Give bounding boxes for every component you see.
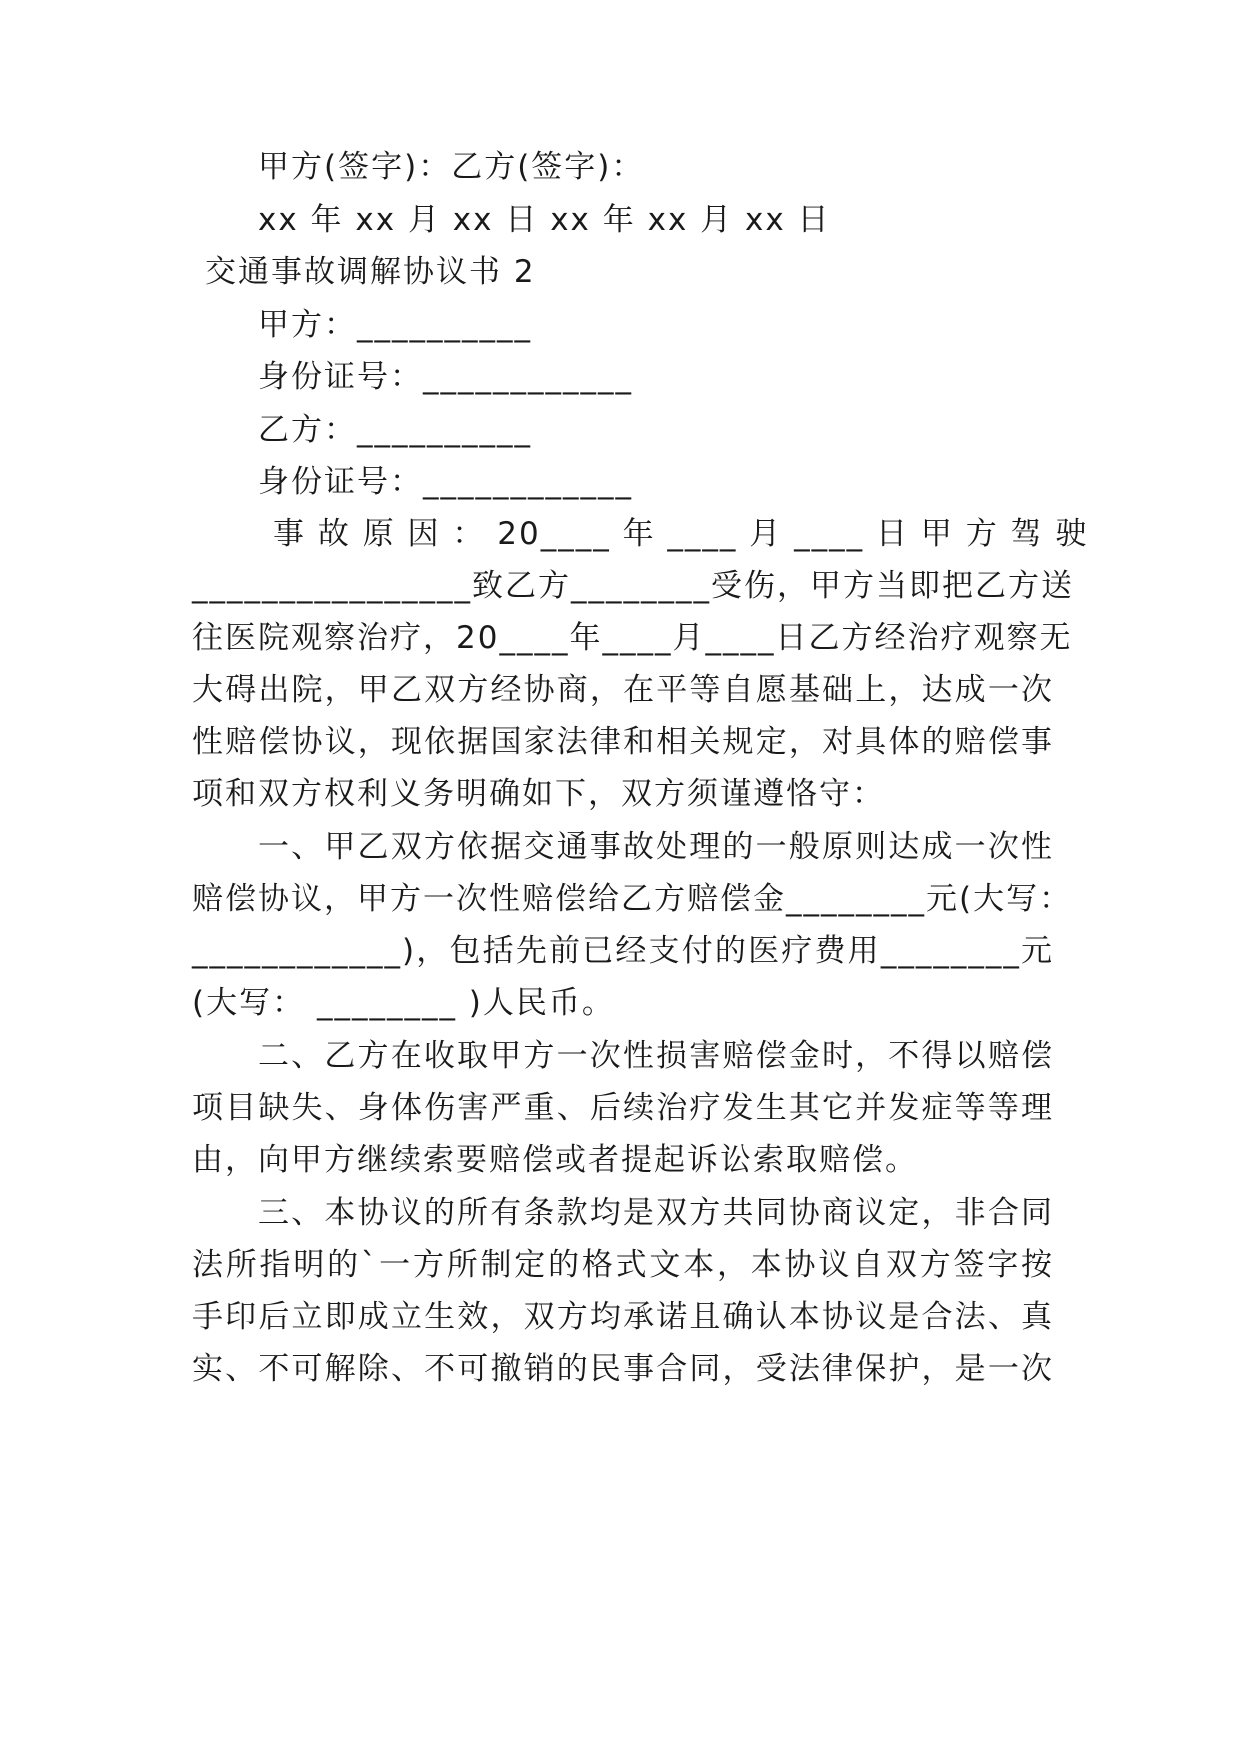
clause-2-line: 二、乙方在收取甲方一次性损害赔偿金时，不得以赔偿 — [258, 1038, 1054, 1074]
party-a-id-field: 身份证号：____________ — [258, 359, 633, 395]
clause-1-line: ____________)，包括先前已经支付的医疗费用________元 — [192, 933, 1054, 969]
signature-line: 甲方(签字)：乙方(签字)： — [258, 149, 645, 185]
clause-3-line: 三、本协议的所有条款均是双方共同协商议定，非合同 — [258, 1195, 1054, 1231]
party-b-field: 乙方：__________ — [258, 412, 532, 448]
cause-paragraph-line: 事 故 原 因 ： 20____ 年 ____ 月 ____ 日 甲 方 驾 驶 — [273, 516, 1089, 552]
cause-paragraph-line: 性赔偿协议，现依据国家法律和相关规定，对具体的赔偿事 — [192, 724, 1054, 760]
clause-1-line: 一、甲乙双方依据交通事故处理的一般原则达成一次性 — [258, 829, 1054, 865]
cause-paragraph-line: 项和双方权利义务明确如下，双方须谨遵恪守： — [192, 776, 885, 812]
cause-paragraph-line: 往医院观察治疗，20____年____月____日乙方经治疗观察无 — [192, 620, 1073, 656]
document-title: 交通事故调解协议书 2 — [205, 254, 536, 290]
clause-2-line: 项目缺失、身体伤害严重、后续治疗发生其它并发症等等理 — [192, 1090, 1054, 1126]
signature-date-line: xx 年 xx 月 xx 日 xx 年 xx 月 xx 日 — [258, 202, 831, 238]
clause-1-line: (大写： ________ )人民币。 — [192, 985, 615, 1021]
party-a-field: 甲方：__________ — [258, 307, 532, 343]
clause-3-line: 法所指明的`一方所制定的格式文本，本协议自双方签字按 — [192, 1247, 1054, 1283]
party-b-id-field: 身份证号：____________ — [258, 464, 633, 500]
clause-3-line: 手印后立即成立生效，双方均承诺且确认本协议是合法、真 — [192, 1299, 1054, 1335]
clause-2-line: 由，向甲方继续索要赔偿或者提起诉讼索取赔偿。 — [192, 1142, 918, 1178]
cause-paragraph-line: ________________致乙方________受伤，甲方当即把乙方送 — [192, 568, 1074, 604]
cause-paragraph-line: 大碍出院，甲乙双方经协商，在平等自愿基础上，达成一次 — [192, 672, 1054, 708]
clause-1-line: 赔偿协议，甲方一次性赔偿给乙方赔偿金________元(大写： — [192, 881, 1073, 917]
clause-3-line: 实、不可解除、不可撤销的民事合同，受法律保护，是一次 — [192, 1351, 1054, 1387]
